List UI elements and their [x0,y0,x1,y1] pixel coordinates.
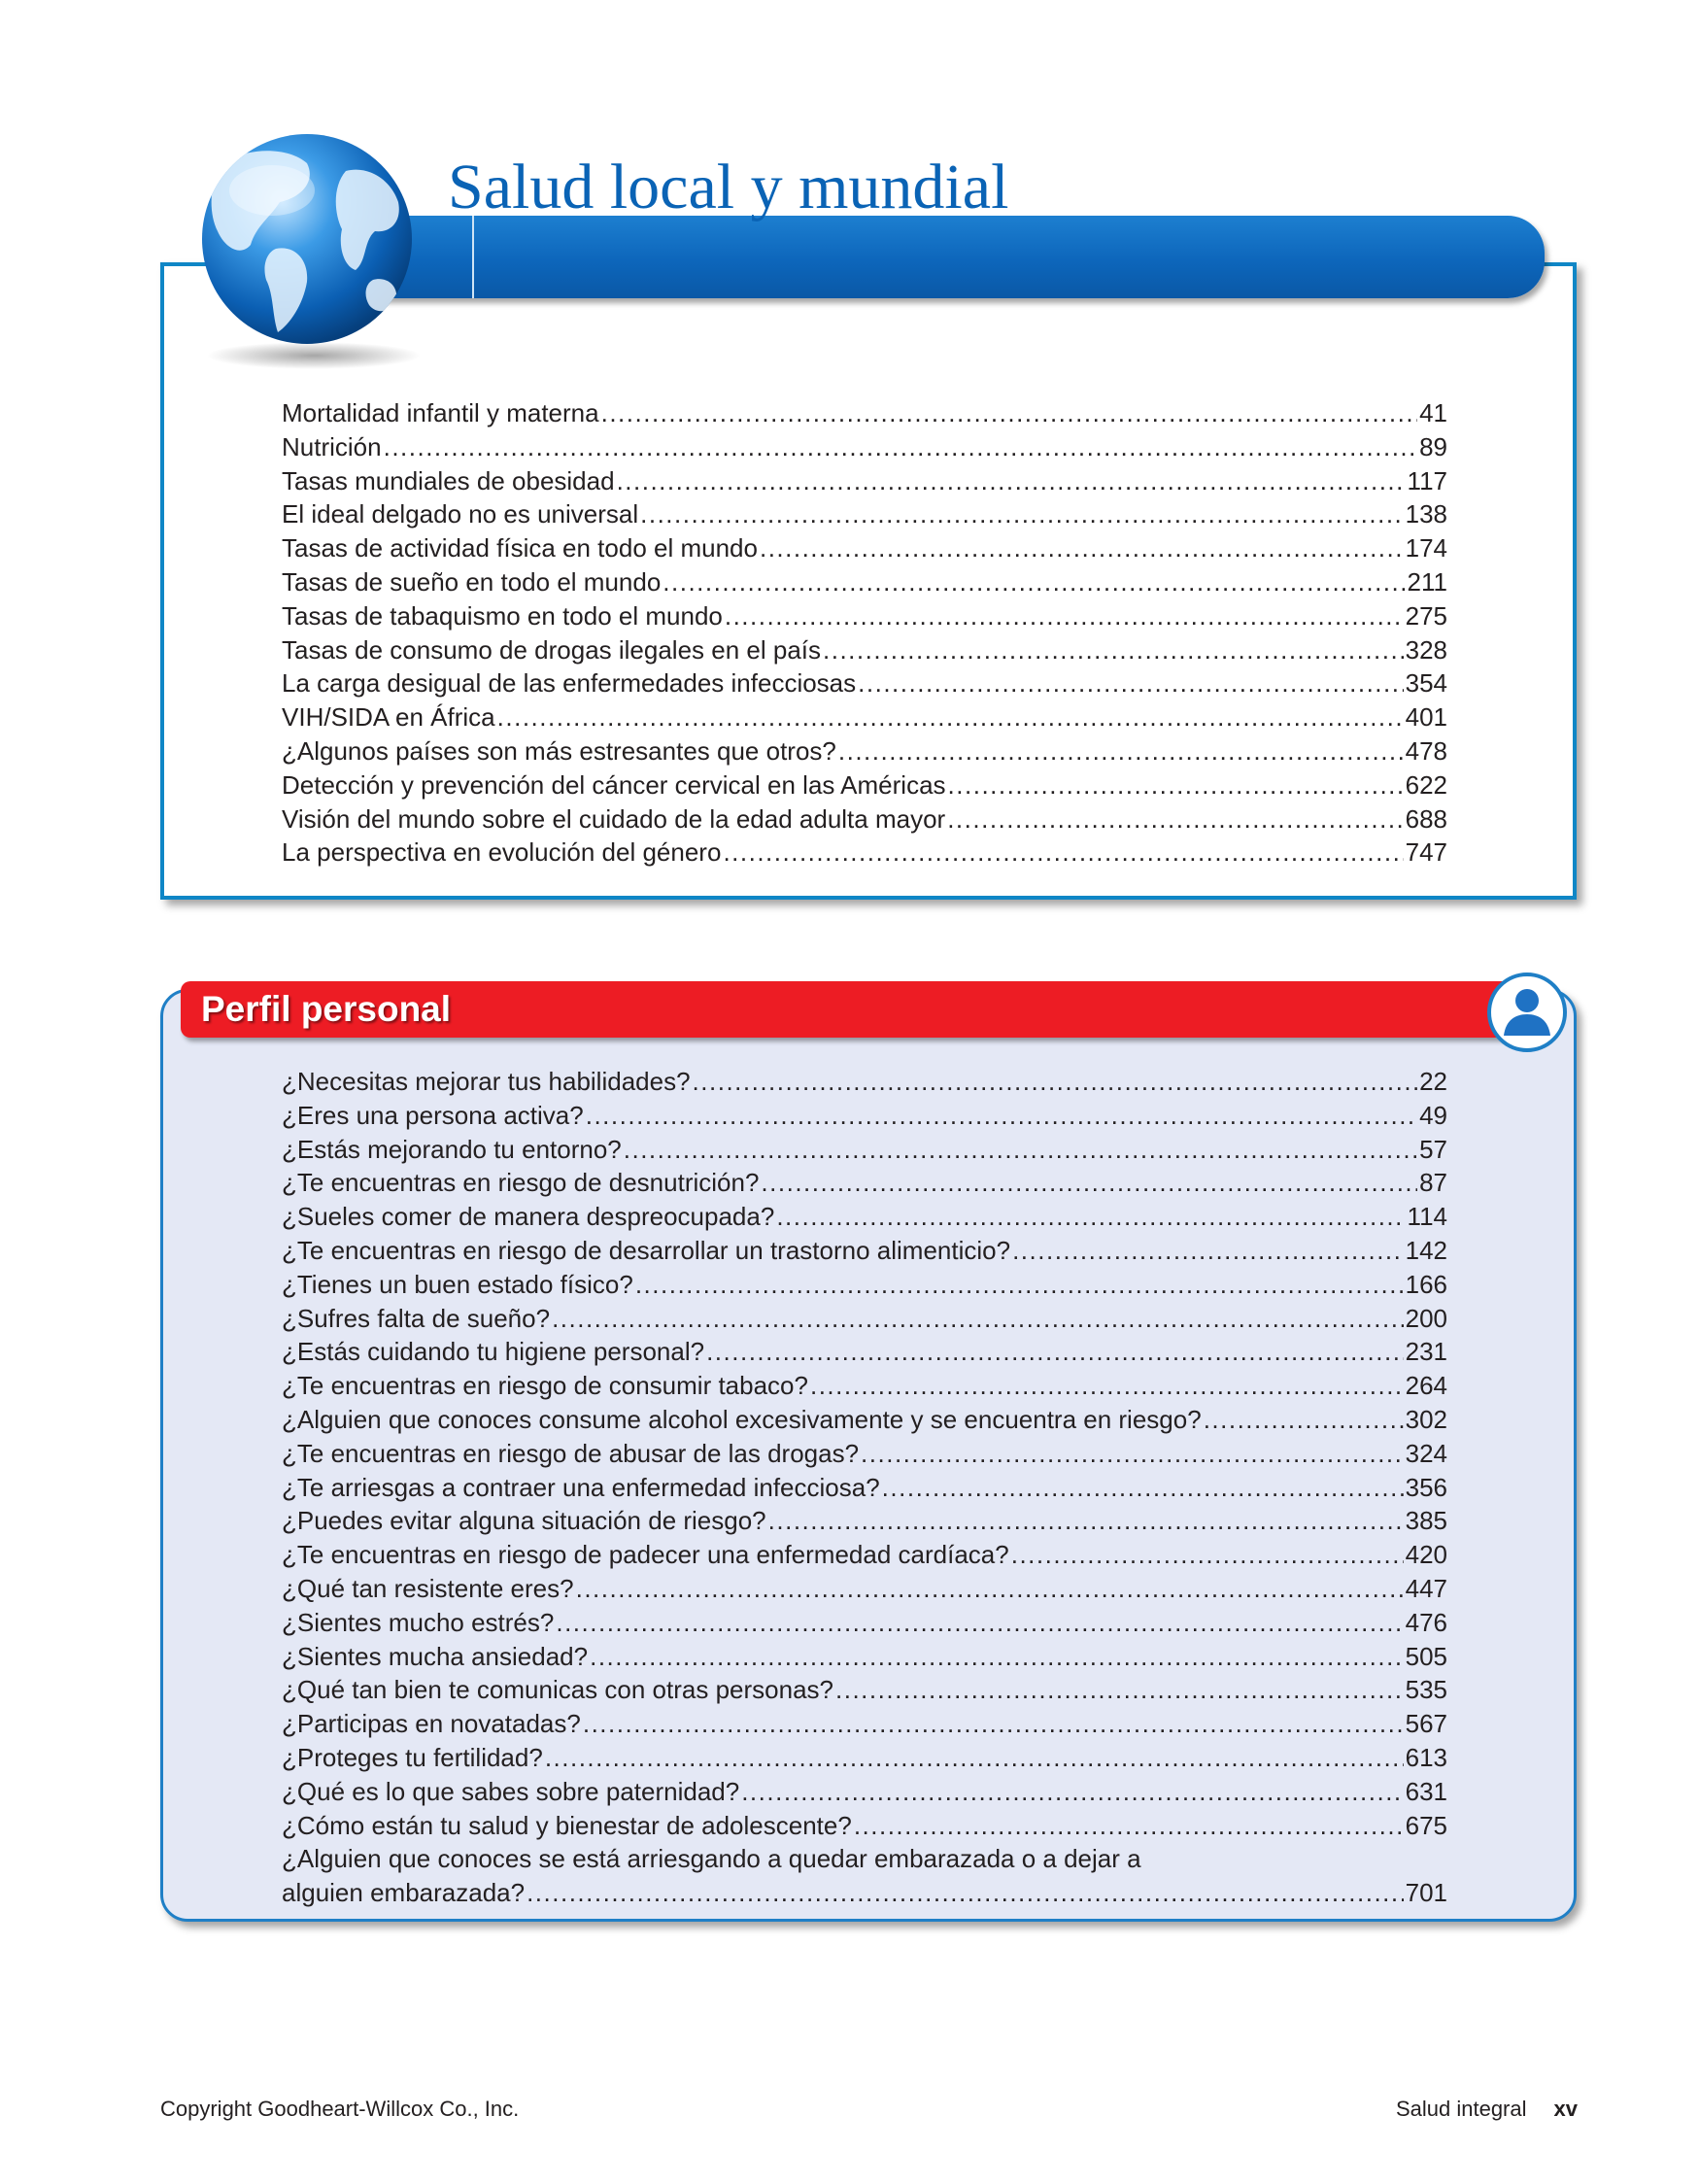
perfil-toc-item [282,1842,1447,1876]
toc-page-number: 275 [1405,600,1447,631]
perfil-toc-item [282,1335,1447,1369]
toc-entry-title: Tasas de tabaquismo en todo el mundo [282,600,723,631]
perfil-toc-item [282,1572,1447,1606]
toc-page-number: 567 [1405,1709,1447,1739]
dot-leader [854,1809,1404,1843]
dot-leader [947,802,1403,836]
dot-leader [760,531,1404,565]
toc-entry-title: ¿Sientes mucha ansiedad? [282,1641,589,1671]
person-icon [1486,972,1568,1053]
perfil-toc-item [282,1369,1447,1403]
toc-entry-title: ¿Qué tan bien te comunicas con otras personas? [282,1675,833,1705]
page-number: xv [1553,2097,1578,2121]
perfil-toc-item [282,1876,1447,1910]
toc-page-number: 211 [1407,566,1447,597]
toc-entry-title: ¿Algunos países son más estresantes que otros? [282,735,836,766]
toc-entry-title: ¿Qué es lo que sabes sobre paternidad? [282,1776,740,1806]
copyright-text: Copyright Goodheart-Willcox Co., Inc. [160,2097,520,2121]
dot-leader [640,497,1403,531]
toc-entry-title: La perspectiva en evolución del género [282,837,722,868]
toc-entry-title: El ideal delgado no es universal [282,499,639,529]
book-title: Salud integral [1395,2097,1527,2121]
toc-page-number: 385 [1405,1506,1447,1536]
dot-leader [861,1437,1404,1471]
toc-page-number: 200 [1405,1303,1447,1333]
dot-leader [624,1133,1417,1167]
perfil-toc-item [282,1099,1447,1133]
dot-leader [601,396,1417,430]
perfil-toc-item [282,1538,1447,1572]
dot-leader [545,1741,1404,1775]
toc-page-number: 89 [1419,431,1447,461]
perfil-toc-item [282,1302,1447,1336]
toc-entry-title: ¿Estás cuidando tu higiene personal? [282,1337,705,1367]
dot-leader [583,1707,1404,1741]
perfil-toc-item [282,1471,1447,1505]
toc-entry-title: La carga desigual de las enfermedades infecciosas [282,668,857,699]
toc-page-number: 631 [1405,1776,1447,1806]
dot-leader [1204,1403,1404,1437]
salud-toc-item [282,836,1447,870]
toc-entry-title: Tasas de consumo de drogas ilegales en el país [282,634,822,665]
toc-page-number: 478 [1405,735,1447,766]
dot-leader [1012,1234,1404,1268]
toc-page-number: 447 [1405,1573,1447,1603]
perfil-toc-item [282,1504,1447,1538]
toc-entry-title: Detección y prevención del cáncer cervical en las Américas [282,769,946,800]
perfil-toc-item [282,1775,1447,1809]
salud-toc-item [282,396,1447,430]
dot-leader [617,464,1406,498]
toc-page-number: 535 [1405,1675,1447,1705]
toc-entry-title: alguien embarazada? [282,1878,526,1908]
salud-toc-item [282,768,1447,802]
toc-entry-title: ¿Qué tan resistente eres? [282,1573,574,1603]
perfil-toc-item [282,1707,1447,1741]
dot-leader [835,1673,1404,1707]
dot-leader [741,1775,1403,1809]
toc-page-number: 174 [1405,533,1447,563]
toc-page-number: 114 [1407,1202,1447,1232]
perfil-toc-item [282,1234,1447,1268]
salud-toc-item [282,565,1447,599]
dot-leader [586,1099,1417,1133]
salud-section-title: Salud local y mundial [448,152,1009,222]
toc-entry-title: ¿Te arriesgas a contraer una enfermedad infecciosa? [282,1472,880,1502]
toc-page-number: 302 [1405,1404,1447,1434]
salud-toc-item [282,531,1447,565]
toc-entry-title: ¿Participas en novatadas? [282,1709,581,1739]
toc-page-number: 41 [1419,398,1447,427]
toc-entry-title: ¿Te encuentras en riesgo de consumir tabaco? [282,1371,808,1401]
toc-entry-title: ¿Sueles comer de manera despreocupada? [282,1202,775,1232]
dot-leader [590,1640,1404,1674]
toc-page-number: 354 [1405,668,1447,699]
toc-entry-title: Tasas de sueño en todo el mundo [282,566,662,597]
perfil-toc-item [282,1166,1447,1200]
toc-entry-title: ¿Eres una persona activa? [282,1100,584,1130]
toc-page-number: 675 [1405,1810,1447,1840]
salud-title-band [291,216,1545,298]
salud-toc-item [282,700,1447,734]
dot-leader [948,768,1404,802]
toc-page-number: 688 [1405,803,1447,834]
salud-toc-item [282,633,1447,667]
perfil-toc-item [282,1268,1447,1302]
toc-page-number: 328 [1405,634,1447,665]
dot-leader [761,1166,1417,1200]
dot-leader [556,1606,1403,1640]
dot-leader [1011,1538,1404,1572]
perfil-toc-item [282,1673,1447,1707]
toc-entry-title: ¿Necesitas mejorar tus habilidades? [282,1067,691,1096]
toc-entry-title: ¿Te encuentras en riesgo de desnutrición? [282,1168,760,1198]
toc-entry-title: ¿Alguien que conoces consume alcohol excesivamente y se encuentra en riesgo? [282,1404,1202,1434]
dot-leader [823,633,1404,667]
perfil-toc-item [282,1065,1447,1099]
toc-page-number: 117 [1407,465,1447,495]
toc-page-number: 87 [1419,1168,1447,1198]
toc-entry-title: ¿Te encuentras en riesgo de padecer una enfermedad cardíaca? [282,1540,1009,1570]
perfil-toc-item [282,1741,1447,1775]
dot-leader [882,1471,1404,1505]
dot-leader [723,836,1403,870]
band-divider [472,216,474,298]
dot-leader [635,1268,1404,1302]
salud-toc-item [282,734,1447,768]
toc-page-number: 264 [1405,1371,1447,1401]
dot-leader [552,1302,1404,1336]
toc-entry-title: VIH/SIDA en África [282,702,495,733]
toc-entry-title: ¿Sufres falta de sueño? [282,1303,551,1333]
toc-page-number: 476 [1405,1607,1447,1637]
toc-page-number: 231 [1405,1337,1447,1367]
salud-toc-item [282,802,1447,836]
salud-toc-item [282,430,1447,464]
perfil-section-title: Perfil personal [201,989,452,1029]
toc-entry-title: ¿Te encuentras en riesgo de desarrollar un trastorno alimenticio? [282,1235,1011,1265]
toc-entry-title: ¿Te encuentras en riesgo de abusar de las drogas? [282,1438,860,1468]
toc-entry-title: Nutrición [282,431,382,461]
dot-leader [497,700,1404,734]
salud-toc-item [282,497,1447,531]
footer-right [1396,2097,1578,2122]
dot-leader [384,430,1417,464]
dot-leader [838,734,1404,768]
dot-leader [706,1335,1404,1369]
toc-page-number: 166 [1405,1269,1447,1299]
toc-page-number: 142 [1405,1235,1447,1265]
toc-entry-title: Mortalidad infantil y materna [282,398,599,427]
dot-leader [725,599,1404,633]
perfil-toc-item [282,1403,1447,1437]
dot-leader [858,666,1403,700]
toc-page-number: 324 [1405,1438,1447,1468]
toc-page-number: 613 [1405,1742,1447,1772]
toc-entry-title: ¿Sientes mucho estrés? [282,1607,555,1637]
toc-entry-title: Tasas de actividad física en todo el mundo [282,533,758,563]
salud-toc-list [282,396,1447,870]
dot-leader [776,1200,1405,1234]
dot-leader [576,1572,1404,1606]
perfil-toc-item [282,1809,1447,1843]
toc-page-number: 401 [1405,702,1447,733]
dot-leader [693,1065,1418,1099]
toc-page-number: 747 [1405,837,1447,868]
toc-entry-title: ¿Alguien que conoces se está arriesgando a quedar embarazada o a dejar a [282,1844,1141,1874]
perfil-toc-item [282,1437,1447,1471]
salud-toc-item [282,464,1447,498]
toc-entry-title: Tasas mundiales de obesidad [282,465,615,495]
dot-leader [810,1369,1404,1403]
toc-entry-title: Visión del mundo sobre el cuidado de la edad adulta mayor [282,803,946,834]
toc-page-number: 138 [1405,499,1447,529]
toc-page-number: 505 [1405,1641,1447,1671]
toc-page-number: 622 [1405,769,1447,800]
perfil-toc-item [282,1606,1447,1640]
toc-entry-title: ¿Proteges tu fertilidad? [282,1742,543,1772]
toc-page-number: 420 [1405,1540,1447,1570]
toc-page-number: 356 [1405,1472,1447,1502]
globe-icon [183,124,435,377]
salud-toc-item [282,599,1447,633]
dot-leader [768,1504,1404,1538]
toc-page-number: 22 [1419,1067,1447,1096]
toc-page-number: 49 [1419,1100,1447,1130]
perfil-toc-item [282,1133,1447,1167]
toc-entry-title: ¿Estás mejorando tu entorno? [282,1134,622,1164]
toc-page-number: 57 [1419,1134,1447,1164]
toc-page-number: 701 [1405,1878,1447,1908]
perfil-toc-item [282,1640,1447,1674]
toc-entry-title: ¿Tienes un buen estado físico? [282,1269,633,1299]
toc-entry-title: ¿Puedes evitar alguna situación de riesgo? [282,1506,766,1536]
toc-entry-title: ¿Cómo están tu salud y bienestar de adolescente? [282,1810,852,1840]
dot-leader [663,565,1405,599]
perfil-toc-item [282,1200,1447,1234]
dot-leader [527,1876,1404,1910]
perfil-toc-list [282,1065,1447,1910]
salud-toc-item [282,666,1447,700]
